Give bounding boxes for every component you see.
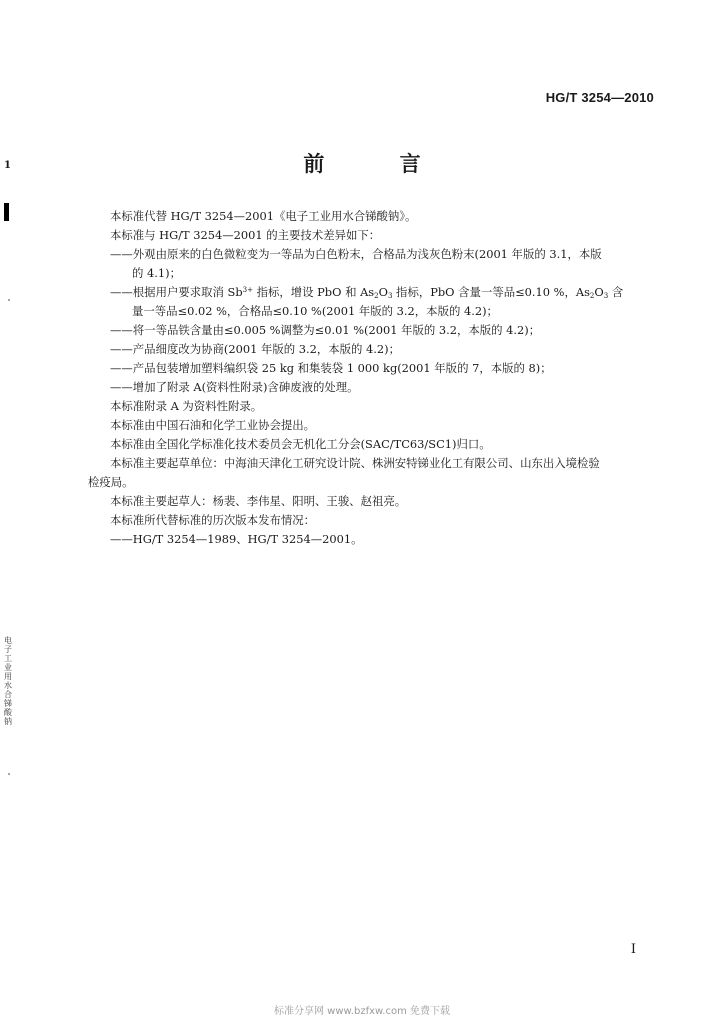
paragraph: 本标准所代替标准的历次版本发布情况： [110, 513, 316, 527]
scan-speck [8, 299, 10, 301]
difference-item: ——产品细度改为协商(2001 年版的 3.2，本版的 4.2)； [110, 342, 401, 356]
difference-item: ——根据用户要求取消 $Sb^{3+}$ 指标，增设 PbO 和 $As_2O_3$ 指标，PbO 含量一等品≤0.10 %，$As_2O_3$ 含 [110, 285, 624, 300]
difference-item: ——增加了附录 A(资料性附录)含砷废液的处理。 [110, 380, 359, 394]
foreword-body [88, 207, 658, 549]
paragraph: 本标准附录 A 为资料性附录。 [110, 399, 263, 413]
paragraph: 本标准由全国化学标准化技术委员会无机化工分会(SAC/TC63/SC1)归口。 [110, 437, 491, 451]
margin-bar [4, 203, 9, 221]
page-number: I [630, 942, 636, 957]
difference-item: ——外观由原来的白色微粒变为一等品为白色粉末，合格品为浅灰色粉末(2001 年版的 3.1，本版 [110, 247, 602, 261]
standard-code: HG/T 3254—2010 [545, 90, 654, 105]
paragraph: 本标准主要起草单位：中海油天津化工研究设计院、株洲安特锑业化工有限公司、山东出入境检验 [110, 456, 600, 470]
page-title: 前 言 [303, 152, 455, 176]
difference-item-continued: 量一等品≤0.02 %，合格品≤0.10 %(2001 年版的 3.2，本版的 4.2)； [132, 304, 498, 318]
paragraph: 本标准代替 HG/T 3254—2001《电子工业用水合锑酸钠》。 [110, 209, 417, 223]
margin-vertical-text: 电子工业用水合锑酸钠 [4, 636, 12, 726]
difference-item: ——产品包装增加塑料编织袋 25 kg 和集装袋 1 000 kg(2001 年版的 7，本版的 8)； [110, 361, 552, 375]
paragraph-continued: 检疫局。 [88, 475, 134, 489]
paragraph: 本标准主要起草人：杨裴、李伟星、阳明、王骏、赵祖亮。 [110, 494, 407, 508]
paragraph: 本标准与 HG/T 3254—2001 的主要技术差异如下： [110, 228, 381, 242]
scan-speck [8, 773, 10, 775]
margin-mark: 1 [4, 160, 11, 171]
difference-item: ——将一等品铁含量由≤0.005 %调整为≤0.01 %(2001 年版的 3.2，本版的 4.2)； [110, 323, 541, 337]
footer-watermark[interactable]: 标准分享网 www.bzfxw.com 免费下载 [274, 1006, 450, 1017]
difference-item-continued: 的 4.1)； [132, 266, 181, 280]
difference-item: ——HG/T 3254—1989、HG/T 3254—2001。 [110, 532, 363, 546]
paragraph: 本标准由中国石油和化学工业协会提出。 [110, 418, 316, 432]
